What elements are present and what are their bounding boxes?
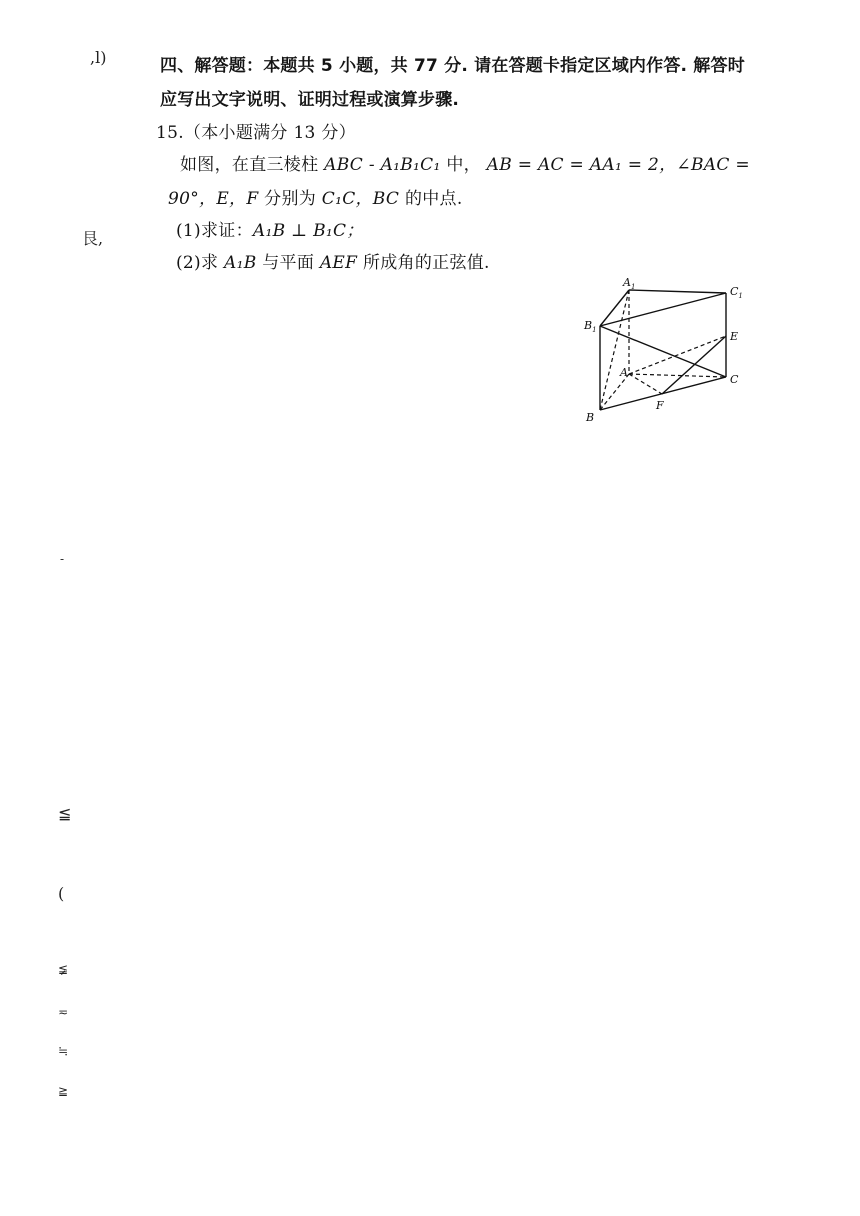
edge-a-c bbox=[629, 374, 726, 377]
margin-mark-2: 艮, bbox=[82, 229, 104, 248]
prism-hidden-edges bbox=[600, 290, 726, 410]
segment-a-e bbox=[629, 336, 726, 374]
stem-mid: 中， bbox=[446, 155, 481, 175]
label-a: A bbox=[620, 366, 628, 379]
label-e: E bbox=[730, 330, 739, 343]
problem-stem-line2 bbox=[168, 184, 463, 209]
math-perp: A₁B ⊥ B₁C； bbox=[252, 221, 364, 241]
label-c: C bbox=[730, 373, 739, 386]
margin-mark-5: ( bbox=[58, 884, 65, 903]
stem-prefix: 如图，在直三棱柱 bbox=[180, 155, 319, 175]
problem-header: 15.（本小题满分 13 分） bbox=[156, 123, 356, 143]
stem-suffix: 分别为 bbox=[264, 189, 317, 209]
prism-solid-edges bbox=[600, 290, 726, 410]
margin-mark-8: ≒ bbox=[58, 1044, 69, 1058]
margin-mark-6: ≨ bbox=[58, 962, 69, 976]
margin-mark-1: ,l) bbox=[90, 48, 107, 67]
part2-end: 所成角的正弦值. bbox=[362, 253, 490, 273]
problem-part-2 bbox=[176, 248, 490, 273]
edge-a1-c1 bbox=[629, 290, 726, 293]
label-f: F bbox=[656, 399, 664, 412]
math-plane: AEF bbox=[319, 253, 358, 273]
math-line: A₁B bbox=[224, 253, 257, 273]
segment-a-f bbox=[629, 374, 662, 394]
problem-stem-line1 bbox=[180, 150, 750, 175]
section-heading-line1: 四、解答题：本题共 5 小题，共 77 分. 请在答题卡指定区域内作答. 解答时 bbox=[160, 56, 745, 76]
part1-prefix: (1)求证： bbox=[176, 221, 253, 241]
math-prism: ABC - A₁B₁C₁ bbox=[324, 155, 441, 175]
math-midsegs: C₁C，BC bbox=[321, 189, 400, 209]
edge-a-b bbox=[600, 374, 629, 410]
section-heading-line2: 应写出文字说明、证明过程或演算步骤. bbox=[160, 90, 460, 110]
prism-figure bbox=[570, 270, 770, 430]
math-given: AB = AC = AA₁ = 2，∠BAC = bbox=[486, 155, 750, 175]
margin-mark-7: ≂ bbox=[58, 1005, 69, 1019]
part2-mid: 与平面 bbox=[262, 253, 315, 273]
margin-mark-4: ≦ bbox=[58, 804, 72, 823]
label-b1: $B_1$ bbox=[584, 319, 597, 334]
label-b: B bbox=[586, 411, 595, 424]
edge-b1-c1 bbox=[600, 293, 726, 326]
problem-part-1 bbox=[176, 216, 364, 241]
margin-mark-3: - bbox=[60, 552, 65, 566]
label-c1: $C_1$ bbox=[730, 285, 743, 300]
math-angle: 90°，E，F bbox=[168, 189, 259, 209]
label-a1: $A_1$ bbox=[623, 276, 636, 291]
edge-a1-b1 bbox=[600, 290, 629, 326]
stem-end: 的中点. bbox=[404, 189, 463, 209]
part2-prefix: (2)求 bbox=[176, 253, 219, 273]
margin-mark-9: ≧ bbox=[58, 1084, 69, 1098]
